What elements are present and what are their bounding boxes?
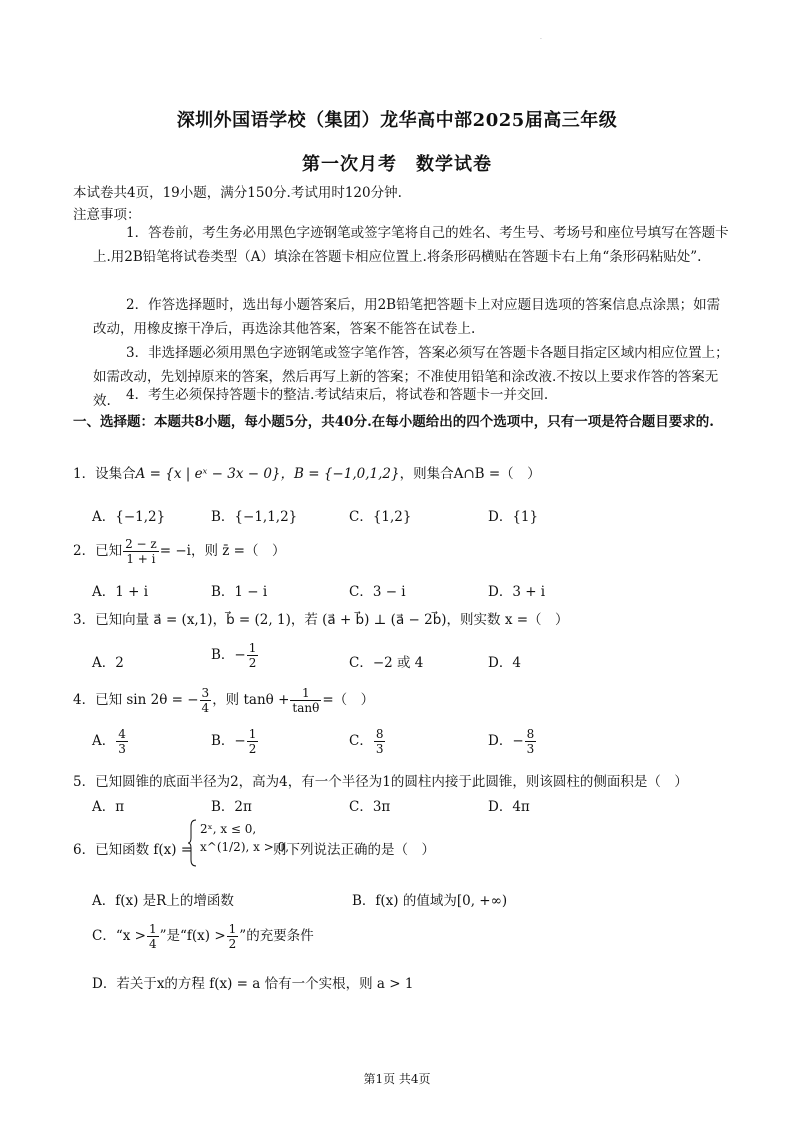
q3-option-a[interactable]: A．2: [92, 655, 124, 671]
question-6-label: 6．已知函数 f(x) =: [73, 842, 193, 858]
section-heading: 一、选择题：本题共8小题，每小题5分，共40分.在每小题给出的四个选项中，只有一项是符合题目要求的.: [73, 414, 714, 430]
q6-option-c[interactable]: C．“x > $\frac{1}{4}$ ”是“f(x) > $\frac{1}{2}$ ”的充要条件: [92, 922, 314, 951]
page-footer: 第1页 共4页: [363, 1072, 431, 1086]
q1-option-a[interactable]: A．{−1,2}: [92, 509, 166, 525]
q4-option-d[interactable]: D．− $\frac{8}{3}$: [488, 727, 535, 756]
note-4: 4．考生必须保持答题卡的整洁.考试结束后，将试卷和答题卡一并交回.: [126, 387, 549, 403]
exam-subtitle: 第一次月考 数学试卷: [302, 154, 492, 175]
question-2: 2．已知 $\frac{2 - z}{1 + i}$ = −i，则 z̄ =（ ）: [73, 537, 286, 566]
q5-option-b[interactable]: B．2π: [211, 799, 252, 815]
q3-option-c[interactable]: C．−2 或 4: [349, 655, 424, 671]
q3-option-d[interactable]: D．4: [488, 655, 521, 671]
question-5: 5．已知圆锥的底面半径为2，高为4，有一个半径为1的圆柱内接于此圆锥，则该圆柱的侧面积是（ ）: [73, 774, 688, 790]
piecewise-brace: [188, 818, 198, 868]
q2-fraction: $\frac{2 - z}{1 + i}$: [125, 537, 157, 566]
q6-option-a[interactable]: A．f(x) 是R上的增函数: [92, 893, 234, 909]
q6-option-d[interactable]: D．若关于x的方程 f(x) = a 恰有一个实根，则 a > 1: [92, 976, 414, 992]
q2-option-a[interactable]: A．1 + i: [92, 584, 149, 600]
question-4: 4．已知 sin 2θ = − $\frac{3}{4}$ ，则 tanθ + $\frac{1}{\tan\theta}$ =（ ）: [73, 686, 375, 715]
q1-option-c[interactable]: C．{1,2}: [349, 509, 412, 525]
q5-option-c[interactable]: C．3π: [349, 799, 391, 815]
question-3: 3．已知向量 a⃗ = (x,1)，b⃗ = (2, 1)，若 (a⃗ + b⃗) ⊥ (a⃗ − 2b⃗)，则实数 x =（ ）: [73, 612, 569, 628]
scan-dot: .: [540, 34, 542, 41]
q4-option-c[interactable]: C． $\frac{8}{3}$: [349, 727, 384, 756]
q2-option-d[interactable]: D．3 + i: [488, 584, 546, 600]
piecewise-cases: 2ˣ, x ≤ 0, x^(1/2), x > 0,: [200, 822, 290, 854]
q1-option-d[interactable]: D．{1}: [488, 509, 539, 525]
q2-option-c[interactable]: C．3 − i: [349, 584, 406, 600]
notes-title: 注意事项：: [73, 207, 141, 223]
note-1: 1．答卷前，考生务必用黑色字迹钢笔或签字笔将自己的姓名、考生号、考场号和座位号填写在答题卡上.用2B铅笔将试卷类型（A）填涂在答题卡相应位置上.将条形码横贴在答题卡右上角“条形码粘贴处”.: [93, 225, 729, 265]
question-6-post: 则下列说法正确的是（ ）: [273, 842, 435, 858]
q1-option-b[interactable]: B．{−1,1,2}: [211, 509, 298, 525]
q5-option-a[interactable]: A．π: [92, 799, 125, 815]
q3-option-b[interactable]: B．− $\frac{1}{2}$: [211, 641, 257, 670]
q4-option-a[interactable]: A． $\frac{4}{3}$: [92, 727, 126, 756]
note-2: 2．作答选择题时，选出每小题答案后，用2B铅笔把答题卡上对应题目选项的答案信息点涂黑；如需改动，用橡皮擦干净后，再选涂其他答案，答案不能答在试卷上.: [93, 297, 721, 337]
q6-option-b[interactable]: B．f(x) 的值域为[0, +∞): [352, 893, 508, 909]
intro-text: 本试卷共4页，19小题，满分150分.考试用时120分钟.: [73, 185, 402, 201]
note-3: 3．非选择题必须用黑色字迹钢笔或签字笔作答，答案必须写在答题卡各题目指定区域内相应位置上；如需改动，先划掉原来的答案，然后再写上新的答案；不准使用铅笔和涂改液.不按以上要求作答的答案无效.: [93, 345, 729, 409]
question-1: 1．设集合A = {x | eˣ − 3x − 0}，B = {−1,0,1,2}，则集合A∩B =（ ）: [73, 466, 541, 482]
exam-title: 深圳外国语学校（集团）龙华高中部2025届高三年级: [176, 110, 618, 131]
q2-option-b[interactable]: B．1 − i: [211, 584, 268, 600]
q4-option-b[interactable]: B．− $\frac{1}{2}$: [211, 727, 257, 756]
q5-option-d[interactable]: D．4π: [488, 799, 530, 815]
